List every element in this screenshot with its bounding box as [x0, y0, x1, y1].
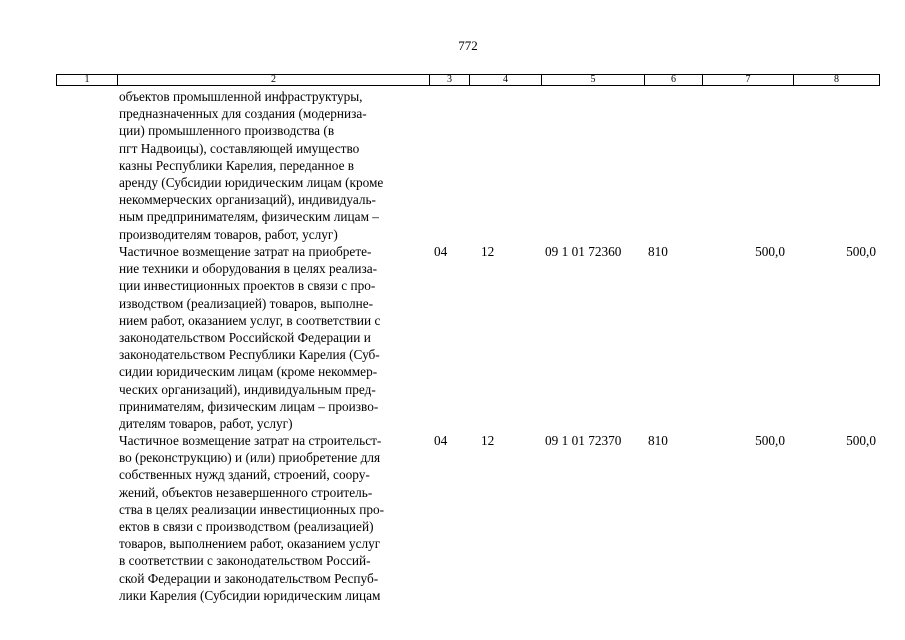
row-2-sum-1: 500,0	[755, 244, 785, 259]
row-3-sum-2: 500,0	[846, 433, 876, 448]
row-2-target-code: 09 1 01 72360	[545, 244, 622, 259]
table-header-row	[56, 74, 880, 86]
header-col-5: 5	[541, 75, 644, 85]
header-col-7: 7	[702, 75, 793, 85]
page-number: 772	[458, 38, 478, 53]
row-3-target-code: 09 1 01 72370	[545, 433, 622, 448]
row-3-subsection: 12	[481, 433, 495, 448]
row-2-type-code: 810	[648, 244, 668, 259]
header-col-4: 4	[469, 75, 541, 85]
row-3-section: 04	[434, 433, 448, 448]
header-col-8: 8	[793, 75, 879, 85]
row-1-description: объектов промышленной инфраструктуры, предназначенных для создания (модерниза- ции) промышленного производства (в пгт Надвоицы), составляющей имущество казны Республики Карелия, переданное в аренду (Субсидии юридическим лицам (кроме некоммерческих организаций), индивидуаль- ным предпринимателям, физическим лицам – производителям товаров, работ, услуг)	[119, 89, 384, 242]
row-2-sum-2: 500,0	[846, 244, 876, 259]
row-2-subsection: 12	[481, 244, 495, 259]
row-2-description: Частичное возмещение затрат на приобрете- ние техники и оборудования в целях реализа- ции инвестиционных проектов в связи с про- изводством (реализацией) товаров, выполне- нием работ, оказанием услуг, в соответствии с законодательством Российской Федерации и законодательством Республики Карелия (Суб- сидии юридическим лицам (кроме некоммер- ческих организаций), индивидуальным пред- принимателям, физическим лицам – произво- дителям товаров, работ, услуг)	[119, 244, 381, 432]
row-3-sum-1: 500,0	[755, 433, 785, 448]
header-col-6: 6	[644, 75, 702, 85]
header-col-3: 3	[429, 75, 469, 85]
row-3-type-code: 810	[648, 433, 668, 448]
row-2-section: 04	[434, 244, 448, 259]
row-3-description: Частичное возмещение затрат на строительст- во (реконструкцию) и (или) приобретение для собственных нужд зданий, строений, соору- жений, объектов незавершенного строитель- ства в целях реализации инвестиционных про- ектов в связи с производством (реализацией) товаров, выполнением работ, оказанием услуг в соответствии с законодательством Россий- ской Федерации и законодательством Респуб- лики Карелия (Субсидии юридическим лицам	[119, 433, 385, 603]
header-col-1: 1	[84, 74, 90, 85]
header-col-2: 2	[117, 75, 429, 85]
